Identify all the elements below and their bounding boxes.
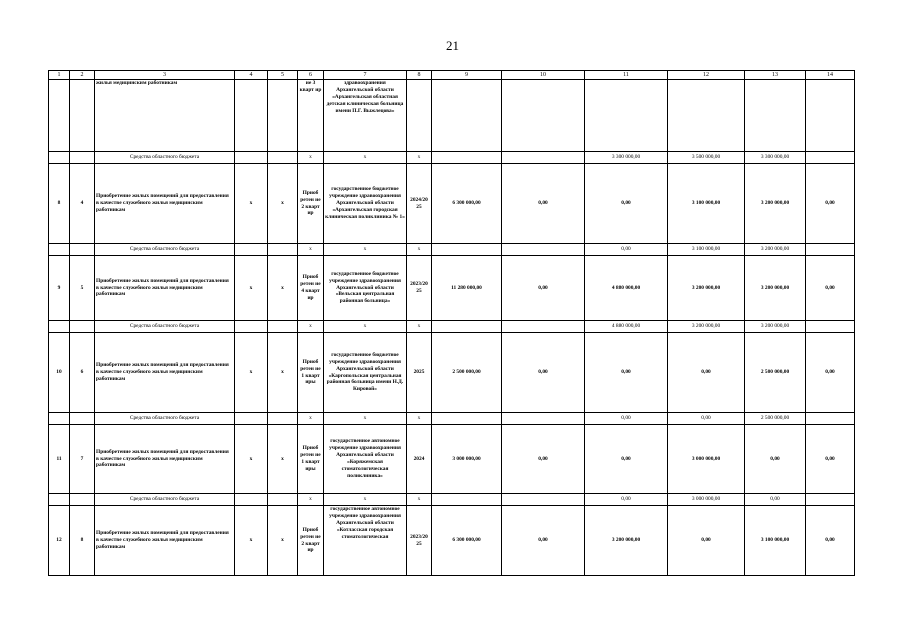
x-mark: х <box>407 413 432 425</box>
cell-13: 3 200 000,00 <box>745 164 806 244</box>
result-cell: Приоб ретен ие 2 кварт ир <box>298 506 324 576</box>
x-mark: х <box>324 413 407 425</box>
x-mark: х <box>324 494 407 506</box>
x-mark: х <box>407 494 432 506</box>
sub-number: 6 <box>70 333 95 413</box>
column-number: 4 <box>235 71 268 80</box>
cell-12: 3 200 000,00 <box>668 256 745 321</box>
cell-10 <box>502 80 585 152</box>
cell-4 <box>235 413 268 425</box>
item-name: Приобретение жилых помещений для предоставления в качестве служебного жилья медицинским работникам <box>95 425 235 494</box>
budget-source-row <box>49 413 855 425</box>
cell-10 <box>502 413 585 425</box>
cell-10 <box>502 244 585 256</box>
sub-number <box>70 321 95 333</box>
cell-11: 4 880 000,00 <box>585 321 668 333</box>
total-cell: 6 300 000,00 <box>432 506 502 576</box>
cell-13 <box>745 80 806 152</box>
cell-12 <box>668 80 745 152</box>
item-number <box>49 321 70 333</box>
cell-13: 3 300 000,00 <box>745 152 806 164</box>
period-cell: 2023/20 25 <box>407 506 432 576</box>
cell-14: 0,00 <box>806 506 855 576</box>
x-mark: х <box>298 152 324 164</box>
cell-12: 0,00 <box>668 506 745 576</box>
cell-5 <box>268 413 298 425</box>
cell-4 <box>235 244 268 256</box>
column-number: 8 <box>407 71 432 80</box>
cell-11: 3 200 000,00 <box>585 506 668 576</box>
cell-13: 2 500 000,00 <box>745 333 806 413</box>
cell-13: 0,00 <box>745 494 806 506</box>
x-mark: х <box>324 321 407 333</box>
item-name: Приобретение жилых помещений для предоставления в качестве служебного жилья медицинским работникам <box>95 506 235 576</box>
cell-5 <box>268 80 298 152</box>
item-number <box>49 80 70 152</box>
cell-4: х <box>235 333 268 413</box>
item-number <box>49 152 70 164</box>
sub-number: 5 <box>70 256 95 321</box>
x-mark: х <box>298 494 324 506</box>
cell-4: х <box>235 164 268 244</box>
x-mark: х <box>298 321 324 333</box>
column-number: 1 <box>49 71 70 80</box>
total-cell <box>432 152 502 164</box>
source-label: Средства областного бюджета <box>95 152 235 164</box>
cell-13: 2 500 000,00 <box>745 413 806 425</box>
cell-11: 0,00 <box>585 494 668 506</box>
x-mark: х <box>298 413 324 425</box>
institution-cell: государственное автономное учреждение здравоохранения Архангельской области «Котласская городская стоматологическая <box>324 506 407 576</box>
cell-13: 3 200 000,00 <box>745 244 806 256</box>
institution-cell: государственное бюджетное учреждение здравоохранения Архангельской области «Вельская центральная районная больница» <box>324 256 407 321</box>
item-number: 8 <box>49 164 70 244</box>
item-number: 11 <box>49 425 70 494</box>
cell-5: х <box>268 256 298 321</box>
cell-4: х <box>235 256 268 321</box>
cell-5: х <box>268 425 298 494</box>
table-row <box>49 425 855 494</box>
item-name: Приобретение жилых помещений для предоставления в качестве служебного жилья медицинским работникам <box>95 256 235 321</box>
cell-12: 0,00 <box>668 333 745 413</box>
source-label: Средства областного бюджета <box>95 321 235 333</box>
cell-5 <box>268 321 298 333</box>
sub-number <box>70 413 95 425</box>
result-cell: Приоб ретен ие 1 кварт иры <box>298 425 324 494</box>
cell-11: 0,00 <box>585 244 668 256</box>
cell-14 <box>806 244 855 256</box>
column-number: 3 <box>95 71 235 80</box>
period-cell <box>407 80 432 152</box>
cell-14 <box>806 80 855 152</box>
sub-number <box>70 494 95 506</box>
item-name: Приобретение жилых помещений для предоставления в качестве служебного жилья медицинским работникам <box>95 333 235 413</box>
cell-4 <box>235 80 268 152</box>
cell-5 <box>268 152 298 164</box>
cell-11: 0,00 <box>585 333 668 413</box>
column-number: 10 <box>502 71 585 80</box>
institution-cell: государственное автономное учреждение здравоохранения Архангельской области «Коряжемская стоматологическая поликлиника» <box>324 425 407 494</box>
total-cell: 3 000 000,00 <box>432 425 502 494</box>
result-cell: Приоб ретен ие 2 кварт ир <box>298 164 324 244</box>
cell-11: 4 880 000,00 <box>585 256 668 321</box>
cell-12: 3 000 000,00 <box>668 494 745 506</box>
budget-source-row <box>49 321 855 333</box>
total-cell: 6 300 000,00 <box>432 164 502 244</box>
cell-5: х <box>268 164 298 244</box>
cell-13: 0,00 <box>745 425 806 494</box>
item-number: 10 <box>49 333 70 413</box>
total-cell <box>432 80 502 152</box>
cell-14: 0,00 <box>806 425 855 494</box>
sub-number <box>70 80 95 152</box>
cell-13: 3 200 000,00 <box>745 321 806 333</box>
source-label: Средства областного бюджета <box>95 494 235 506</box>
page-number: 21 <box>446 38 459 53</box>
cell-11: 3 300 000,00 <box>585 152 668 164</box>
total-cell: 2 500 000,00 <box>432 333 502 413</box>
column-number: 13 <box>745 71 806 80</box>
item-name: жилья медицинским работникам <box>95 80 235 152</box>
cell-14 <box>806 413 855 425</box>
cell-5: х <box>268 333 298 413</box>
cell-10: 0,00 <box>502 506 585 576</box>
total-cell <box>432 494 502 506</box>
result-cell: Приоб ретен ие 1 кварт иры <box>298 333 324 413</box>
cell-13: 3 100 000,00 <box>745 506 806 576</box>
sub-number: 7 <box>70 425 95 494</box>
cell-14 <box>806 494 855 506</box>
cell-11: 0,00 <box>585 413 668 425</box>
table-row <box>49 333 855 413</box>
item-number <box>49 244 70 256</box>
cell-12: 3 200 000,00 <box>668 321 745 333</box>
column-number: 9 <box>432 71 502 80</box>
sub-number: 8 <box>70 506 95 576</box>
x-mark: х <box>407 152 432 164</box>
cell-12: 3 500 000,00 <box>668 152 745 164</box>
sub-number <box>70 244 95 256</box>
cell-10 <box>502 152 585 164</box>
total-cell <box>432 321 502 333</box>
cell-5 <box>268 244 298 256</box>
cell-4: х <box>235 506 268 576</box>
cell-4: х <box>235 425 268 494</box>
institution-cell: здравоохранения Архангельской области «Архангельская областная детская клиническая больница имени П.Г. Выжлецова» <box>324 80 407 152</box>
table-row-continued <box>49 80 855 152</box>
column-number: 7 <box>324 71 407 80</box>
item-number: 12 <box>49 506 70 576</box>
total-cell <box>432 244 502 256</box>
period-cell: 2025 <box>407 333 432 413</box>
cell-10: 0,00 <box>502 256 585 321</box>
column-number: 14 <box>806 71 855 80</box>
x-mark: х <box>407 244 432 256</box>
cell-14 <box>806 152 855 164</box>
budget-source-row <box>49 494 855 506</box>
x-mark: х <box>298 244 324 256</box>
result-cell: Приоб ретен ие 4 кварт ир <box>298 256 324 321</box>
cell-5 <box>268 494 298 506</box>
cell-12: 0,00 <box>668 413 745 425</box>
cell-10 <box>502 321 585 333</box>
item-number: 9 <box>49 256 70 321</box>
cell-5: х <box>268 506 298 576</box>
column-number: 6 <box>298 71 324 80</box>
period-cell: 2023/20 25 <box>407 256 432 321</box>
source-label: Средства областного бюджета <box>95 413 235 425</box>
column-number: 12 <box>668 71 745 80</box>
budget-source-row <box>49 152 855 164</box>
result-cell: ие 3 кварт ир <box>298 80 324 152</box>
item-number <box>49 494 70 506</box>
source-label: Средства областного бюджета <box>95 244 235 256</box>
column-number: 11 <box>585 71 668 80</box>
cell-14 <box>806 321 855 333</box>
cell-10: 0,00 <box>502 333 585 413</box>
cell-11: 0,00 <box>585 164 668 244</box>
cell-11: 0,00 <box>585 425 668 494</box>
period-cell: 2024/20 25 <box>407 164 432 244</box>
item-name: Приобретение жилых помещений для предоставления в качестве служебного жилья медицинским работникам <box>95 164 235 244</box>
column-number-row <box>49 71 855 80</box>
x-mark: х <box>324 244 407 256</box>
budget-source-row <box>49 244 855 256</box>
institution-cell: государственное бюджетное учреждение здравоохранения Архангельской области «Архангельская городская клиническая поликлиника № 1» <box>324 164 407 244</box>
x-mark: х <box>407 321 432 333</box>
budget-table <box>48 70 855 576</box>
table-row <box>49 164 855 244</box>
table-row <box>49 256 855 321</box>
cell-10: 0,00 <box>502 164 585 244</box>
institution-cell: государственное бюджетное учреждение здравоохранения Архангельской области «Каргопольская центральная районная больница имени Н.Д. Кировой» <box>324 333 407 413</box>
column-number: 5 <box>268 71 298 80</box>
table-row <box>49 506 855 576</box>
cell-14: 0,00 <box>806 164 855 244</box>
period-cell: 2024 <box>407 425 432 494</box>
sub-number <box>70 152 95 164</box>
cell-13: 3 200 000,00 <box>745 256 806 321</box>
item-number <box>49 413 70 425</box>
sub-number: 4 <box>70 164 95 244</box>
cell-14: 0,00 <box>806 256 855 321</box>
cell-4 <box>235 321 268 333</box>
cell-4 <box>235 152 268 164</box>
cell-10: 0,00 <box>502 425 585 494</box>
cell-12: 3 000 000,00 <box>668 425 745 494</box>
total-cell: 11 280 000,00 <box>432 256 502 321</box>
cell-11 <box>585 80 668 152</box>
total-cell <box>432 413 502 425</box>
cell-12: 3 100 000,00 <box>668 164 745 244</box>
column-number: 2 <box>70 71 95 80</box>
cell-10 <box>502 494 585 506</box>
cell-4 <box>235 494 268 506</box>
cell-12: 3 100 000,00 <box>668 244 745 256</box>
x-mark: х <box>324 152 407 164</box>
cell-14: 0,00 <box>806 333 855 413</box>
